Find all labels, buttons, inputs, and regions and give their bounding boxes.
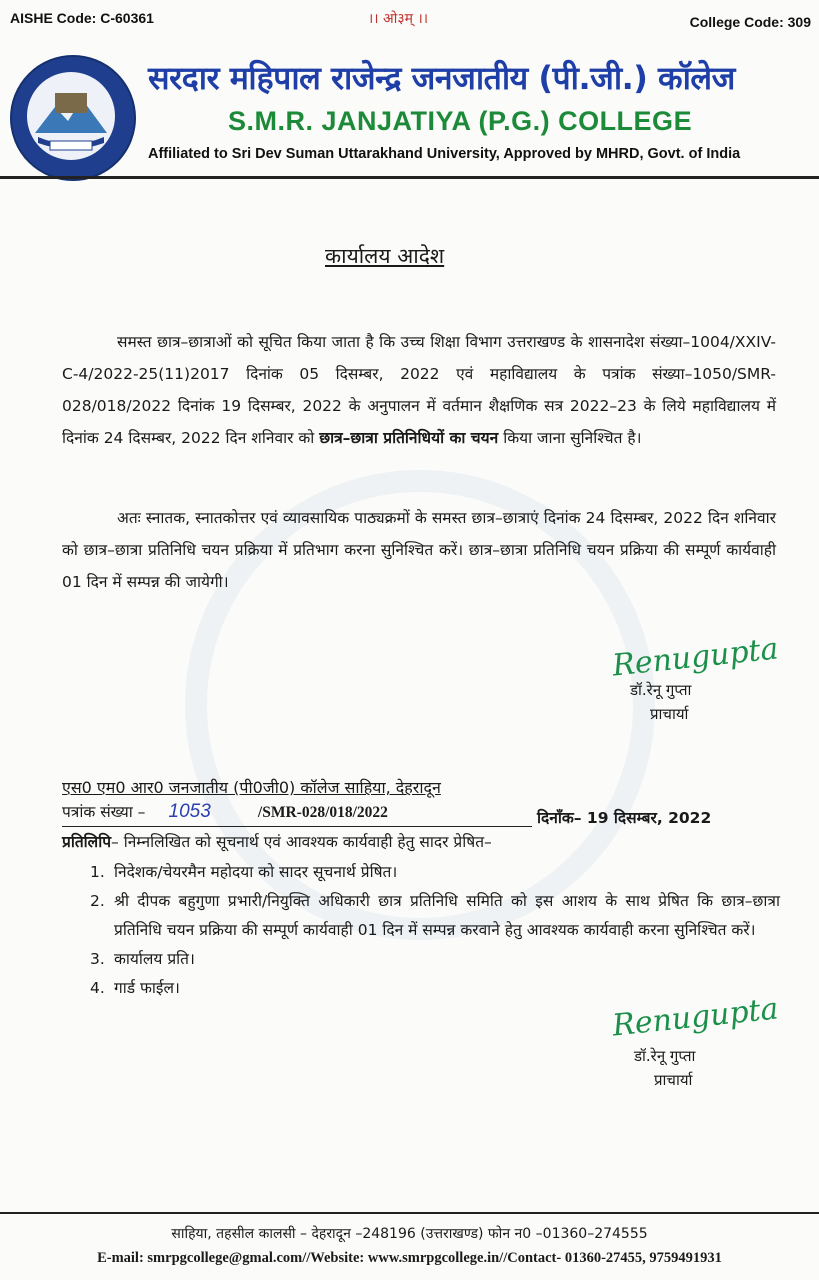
copy-to-line: प्रतिलिपि– निम्नलिखित को सूचनार्थ एवं आवश्यक कार्यवाही हेतु सादर प्रेषित– [62, 833, 492, 851]
signer-title-2: प्राचार्या [654, 1071, 693, 1089]
college-title-hindi: सरदार महिपाल राजेन्द्र जनजातीय (पी.जी.) कॉलेज [148, 59, 735, 97]
signer-name-1: डॉ.रेनू गुप्ता [630, 681, 692, 699]
aishe-code: AISHE Code: C-60361 [10, 10, 154, 26]
signer-name-2: डॉ.रेनू गुप्ता [634, 1047, 696, 1065]
header-divider [0, 176, 819, 179]
college-logo [10, 55, 136, 181]
signature-2: Renugupta [610, 991, 781, 1044]
copy-to-list [90, 858, 780, 1003]
footer-divider [0, 1212, 819, 1214]
order-date: दिनाँक– 19 दिसम्बर, 2022 [537, 809, 712, 827]
footer-contact: E-mail: smrpgcollege@gmal.com//Website: www.smrpgcollege.in//Contact- 01360-27455, 9759491931 [97, 1250, 722, 1266]
signature-1: Renugupta [610, 631, 781, 684]
list-item: 1. निदेशक/चेयरमैन महोदया को सादर सूचनार्थ प्रेषित। [90, 863, 398, 881]
affiliation-line: Affiliated to Sri Dev Suman Uttarakhand University, Approved by MHRD, Govt. of India [148, 146, 741, 162]
order-heading: कार्यालय आदेश [325, 244, 445, 268]
footer-address: साहिया, तहसील कालसी – देहरादून –248196 (उत्तराखण्ड) फोन न0 –01360–274555 [171, 1226, 648, 1242]
list-item: 3. कार्यालय प्रति। [90, 950, 195, 968]
emphasis-text: छात्र–छात्रा प्रतिनिधियों का चयन [319, 429, 499, 447]
handwritten-number: 1053 [168, 801, 211, 822]
college-code: College Code: 309 [689, 14, 811, 30]
college-title-english: S.M.R. JANJATIYA (P.G.) COLLEGE [228, 106, 693, 136]
office-address-line: एस0 एम0 आर0 जनजातीय (पी0जी0) कॉलेज साहिया, देहरादून [62, 778, 441, 797]
list-item: 2. श्री दीपक बहुगुणा प्रभारी/नियुक्ति अधिकारी छात्र प्रतिनिधि समिति को इस आशय के साथ प्रेषित कि छात्र–छात्रा प्रतिनिधि चयन प्रक्रिया की सम्पूर्ण कार्यवाही 01 दिन में सम्पन्न करवाने हेतु आवश्यक कार्यवाही करना सुनिश्चित करें। [90, 892, 780, 939]
list-item: 4. गार्ड फाईल। [90, 979, 180, 997]
order-paragraph-1: समस्त छात्र–छात्राओं को सूचित किया जाता है कि उच्च शिक्षा विभाग उत्तराखण्ड के शासनादेश संख्या–1004/XXIV-C-4/2022-25(11)2017 दिनांक 05 दिसम्बर, 2022 एवं महाविद्यालय के पत्रांक संख्या–1050/SMR-028/018/2022 दिनांक 19 दिसम्बर, 2022 के अनुपालन में वर्तमान शैक्षणिक सत्र 2022–23 के लिये महाविद्यालय में दिनांक 24 दिसम्बर, 2022 दिन शनिवार को छात्र–छात्रा प्रतिनिधियों का चयन किया जाना सुनिश्चित है। [62, 333, 776, 447]
reference-number: पत्रांक संख्या – 1053 /SMR-028/018/2022 [62, 800, 532, 827]
logo-emblem-icon [10, 55, 132, 177]
om-symbol: ।। ओ३म् ।। [368, 11, 429, 27]
order-paragraph-2: अतः स्नातक, स्नातकोत्तर एवं व्यावसायिक पाठ्यक्रमों के समस्त छात्र–छात्राएं दिनांक 24 दिसम्बर, 2022 दिन शनिवार को छात्र–छात्रा प्रतिनिधि चयन प्रक्रिया में प्रतिभाग करना सुनिश्चित करें। छात्र–छात्रा प्रतिनिधि चयन प्रक्रिया की सम्पूर्ण कार्यवाही 01 दिन में सम्पन्न की जायेगी। [62, 509, 776, 591]
signer-title-1: प्राचार्या [650, 705, 689, 723]
